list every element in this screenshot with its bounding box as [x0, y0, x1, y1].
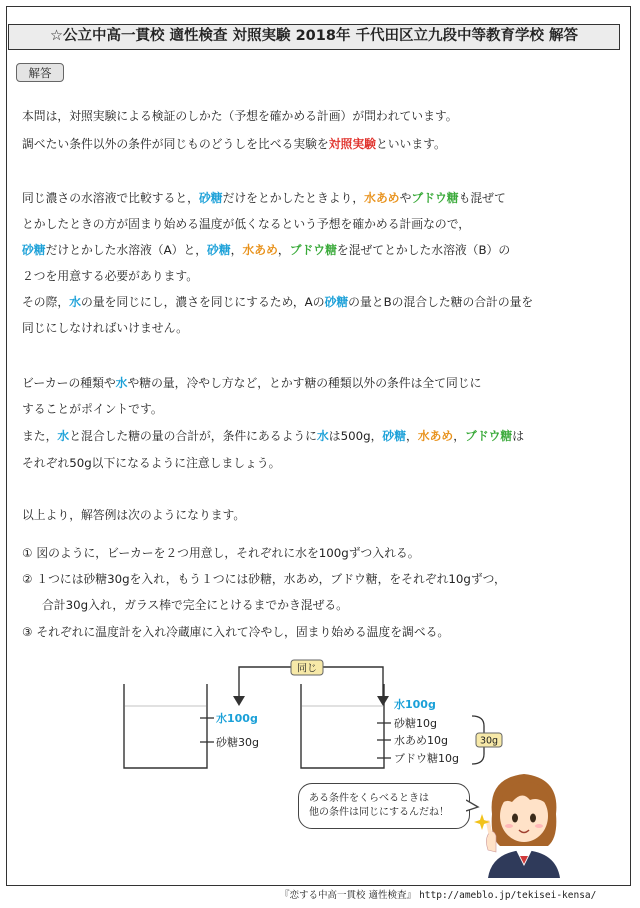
arrow-right-icon: [377, 696, 389, 706]
step-3: ③ それぞれに温度計を入れ冷蔵庫に入れて冷やし，固まり始める温度を調べる。: [22, 625, 450, 639]
bubble-line2: 他の条件は同じにするんだね！: [309, 807, 449, 818]
answer-badge: 解答: [16, 63, 64, 82]
footer-book: 『恋する中高一貫校 適性検査』: [280, 890, 417, 901]
same-label: 同じ: [297, 663, 317, 675]
page-title: ☆公立中高一貫校 適性検査 対照実験 2018年 千代田区立九段中等教育学校 解答: [8, 24, 620, 50]
para4-line: 以上より，解答例は次のようになります。: [22, 508, 246, 522]
para1-line1: 本問は，対照実験による検証のしかた（予想を確かめる計画）が問われています。: [22, 109, 458, 123]
left-water-label: 水100g: [216, 712, 258, 725]
para2-line5: その際，水の量を同じにし，濃さを同じにするため，Aの砂糖の量とBの混合した糖の合計の量を: [22, 295, 534, 309]
para3-line4: それぞれ50g以下になるように注意しましょう。: [22, 456, 281, 470]
right-beaker: [301, 684, 384, 768]
arrow-left-icon: [233, 696, 245, 706]
para2-line6: 同じにしなければいけません。: [22, 321, 188, 335]
step-2: ② １つには砂糖30gを入れ，もう１つには砂糖，水あめ，ブドウ糖，をそれぞれ10gずつ，: [22, 572, 506, 586]
footer-credit: [280, 887, 596, 901]
para2-line4: ２つを用意する必要があります。: [22, 269, 199, 283]
right-glucose-label: ブドウ糖10g: [394, 752, 459, 765]
right-syrup-label: 水あめ10g: [394, 734, 448, 747]
para3-line1: ビーカーの種類や水や糖の量，冷やし方など，とかす糖の種類以外の条件は全て同じに: [22, 376, 482, 390]
para2-line3: 砂糖だけとかした水溶液（A）と，砂糖，水あめ，ブドウ糖を混ぜてとかした水溶液（B）の: [22, 243, 511, 257]
para3-line2: することがポイントです。: [22, 402, 163, 416]
step-2-cont: 合計30g入れ，ガラス棒で完全にとけるまでかき混ぜる。: [42, 598, 348, 612]
para2-line2: とかしたときの方が固まり始める温度が低くなるという予想を確かめる計画なので，: [22, 217, 471, 231]
keyword-control-experiment: 対照実験: [328, 137, 376, 151]
bubble-line1: ある条件をくらべるときは: [309, 793, 429, 804]
total-label: 30g: [479, 735, 499, 747]
left-beaker: [124, 684, 207, 768]
para1-line2: 調べたい条件以外の条件が同じものどうしを比べる実験を対照実験といいます。: [22, 137, 446, 151]
para3-line3: また，水と混合した糖の量の合計が，条件にあるように水は500g，砂糖，水あめ，ブドウ糖は: [22, 429, 525, 443]
step-1: ① 図のように，ビーカーを２つ用意し，それぞれに水を100gずつ入れる。: [22, 546, 420, 560]
left-sugar-label: 砂糖30g: [216, 736, 259, 749]
right-sugar-label: 砂糖10g: [394, 717, 437, 730]
para2-line1: 同じ濃さの水溶液で比較すると，砂糖だけをとかしたときより，水あめやブドウ糖も混ぜて: [22, 191, 506, 205]
footer-url[interactable]: http://ameblo.jp/tekisei-kensa/: [419, 890, 597, 901]
beaker-diagram: [0, 650, 640, 770]
speech-bubble: [298, 783, 470, 829]
right-water-label: 水100g: [394, 698, 436, 711]
girl-illustration-icon: [474, 760, 574, 878]
